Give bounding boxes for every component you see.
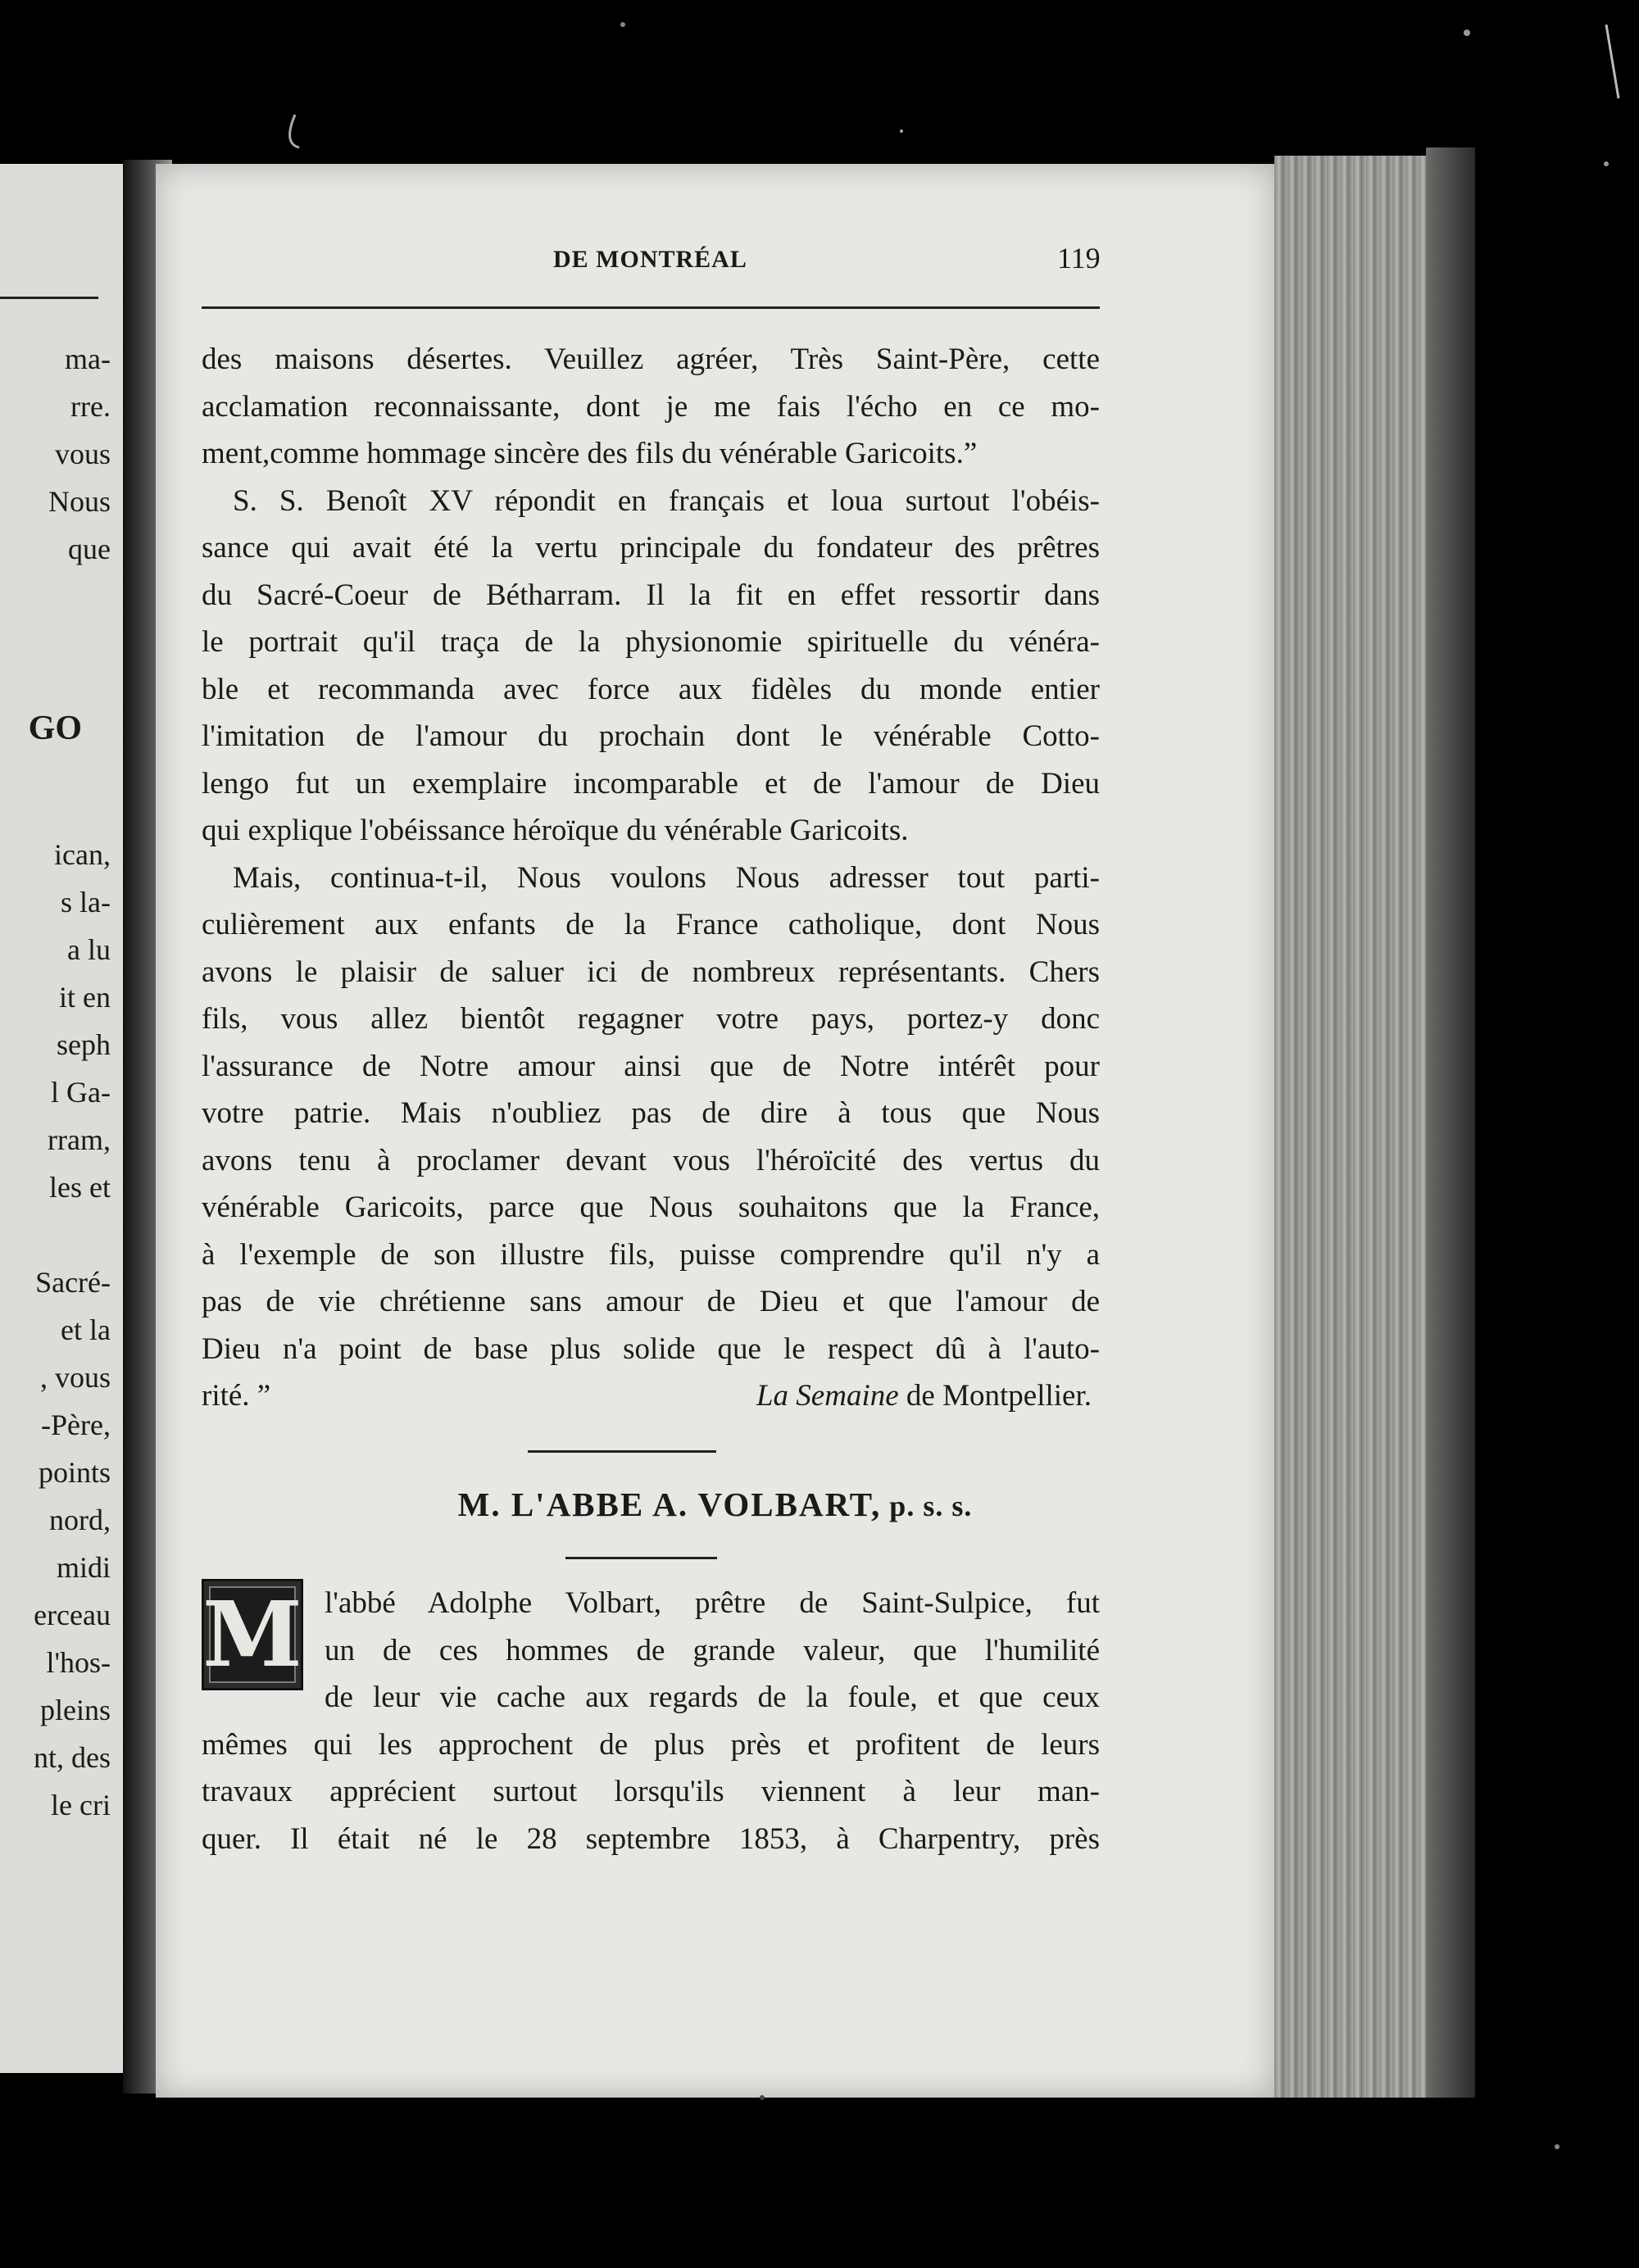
- left-page-line: , vous: [39, 1361, 111, 1394]
- left-page-line: nt, des: [34, 1741, 111, 1774]
- running-head: [156, 242, 1274, 287]
- left-page-line: seph: [57, 1028, 111, 1061]
- left-page-rule: [0, 297, 98, 299]
- text-line: lengo fut un exemplaire incomparable et de l'amour de Dieu: [202, 766, 1100, 801]
- left-page-line: l Ga-: [51, 1076, 111, 1109]
- left-page-line: que: [68, 533, 111, 565]
- text-line: votre patrie. Mais n'oubliez pas de dire à tous que Nous: [202, 1096, 1100, 1130]
- source-place: de Montpellier.: [898, 1379, 1092, 1413]
- left-page-line: rram,: [48, 1123, 111, 1156]
- text-line: le portrait qu'il traça de la physionomie spirituelle du vénéra-: [202, 625, 1100, 659]
- text-line: fils, vous allez bientôt regagner votre pays, portez-y donc: [202, 1002, 1100, 1036]
- left-page-line: ma-: [65, 342, 111, 375]
- left-page-line: ican,: [54, 838, 111, 871]
- text-line: vénérable Garicoits, parce que Nous souhaitons que la France,: [202, 1191, 1100, 1224]
- header-rule: [202, 306, 1100, 309]
- text-line: ment,comme hommage sincère des fils du vénérable Garicoits.”: [202, 437, 978, 470]
- left-page-line: Nous: [48, 485, 111, 518]
- left-page-line: s la-: [61, 886, 111, 919]
- signature-line: [202, 1372, 1100, 1420]
- text-line: l'imitation de l'amour du prochain dont le vénérable Cotto-: [202, 719, 1100, 753]
- left-page-line: erceau: [34, 1599, 111, 1631]
- left-page-line: l'hos-: [46, 1646, 111, 1679]
- left-page-line: points: [38, 1456, 111, 1489]
- text-line: S. S. Benoît XV répondit en français et loua surtout l'obéis-: [233, 483, 1100, 518]
- text-line: pas de vie chrétienne sans amour de Dieu et que l'amour de: [202, 1285, 1100, 1318]
- left-page-line: et la: [61, 1313, 111, 1346]
- text-line: avons le plaisir de saluer ici de nombreux représentants. Chers: [202, 955, 1100, 989]
- left-page-heading: GO: [28, 710, 82, 747]
- text-line: quer. Il était né le 28 septembre 1853, à Charpentry, près: [202, 1821, 1100, 1856]
- text-line: qui explique l'obéissance héroïque du vénérable Garicoits.: [202, 814, 909, 847]
- section-title-main: M. L'ABBE A. VOLBART,: [457, 1486, 882, 1523]
- text-line: des maisons désertes. Veuillez agréer, Très Saint-Père, cette: [202, 342, 1100, 376]
- paragraph: [202, 478, 1100, 855]
- left-page-line: vous: [54, 438, 111, 470]
- section-title: [156, 1485, 1274, 1524]
- left-page-line: rre.: [70, 390, 111, 423]
- paragraph: [202, 855, 1100, 1420]
- text-line: à l'exemple de son illustre fils, puisse comprendre qu'il n'y a: [202, 1237, 1100, 1272]
- left-page-line: nord,: [49, 1504, 111, 1536]
- left-page-line: -Père,: [41, 1408, 111, 1441]
- left-page-line: midi: [56, 1551, 111, 1584]
- source-publication: La Semaine: [756, 1379, 899, 1413]
- left-page-line: a lu: [67, 933, 111, 966]
- section-rule-bottom: [565, 1557, 717, 1559]
- left-facing-page: [0, 164, 127, 2073]
- left-page-line: it en: [59, 981, 111, 1014]
- page-edges-shadow: [1426, 147, 1475, 2098]
- text-line: mêmes qui les approchent de plus près et profitent de leurs: [202, 1727, 1100, 1762]
- left-page-line: Sacré-: [35, 1266, 111, 1299]
- book-page: [156, 164, 1274, 2098]
- text-line: du Sacré-Coeur de Bétharram. Il la fit en effet ressortir dans: [202, 578, 1100, 612]
- text-line: ble et recommanda avec force aux fidèles du monde entier: [202, 672, 1100, 706]
- text-line: de leur vie cache aux regards de la foule, et que ceux: [325, 1681, 1100, 1714]
- left-page-line: pleins: [40, 1694, 111, 1726]
- left-page-line: les et: [49, 1171, 111, 1204]
- drop-cap-letter: M: [202, 1581, 302, 1687]
- text-line: acclamation reconnaissante, dont je me fais l'écho en ce mo-: [202, 389, 1100, 424]
- section-title-suffix: p. s. s.: [881, 1490, 973, 1522]
- page-number: 119: [1057, 242, 1101, 274]
- text-line: l'abbé Adolphe Volbart, prêtre de Saint-Sulpice, fut: [325, 1586, 1100, 1620]
- text-line: Mais, continua-t-il, Nous voulons Nous adresser tout parti-: [233, 860, 1100, 895]
- text-line: un de ces hommes de grande valeur, que l'humilité: [325, 1633, 1100, 1667]
- page-body: [202, 336, 1100, 1420]
- left-page-line: le cri: [51, 1789, 111, 1821]
- text-line: l'assurance de Notre amour ainsi que de Notre intérêt pour: [202, 1049, 1100, 1083]
- text-line: Dieu n'a point de base plus solide que le respect dû à l'auto-: [202, 1331, 1100, 1366]
- text-line: avons tenu à proclamer devant vous l'héroïcité des vertus du: [202, 1143, 1100, 1177]
- paragraph: [202, 336, 1100, 478]
- text-line: culièrement aux enfants de la France catholique, dont Nous: [202, 908, 1100, 941]
- running-title: DE MONTRÉAL: [553, 246, 747, 273]
- text-line: sance qui avait été la vertu principale du fondateur des prêtres: [202, 531, 1100, 565]
- text-line: travaux apprécient surtout lorsqu'ils viennent à leur man-: [202, 1775, 1100, 1808]
- section-body: [202, 1580, 1100, 1862]
- section-rule-top: [528, 1450, 716, 1453]
- source-attribution: [756, 1372, 1100, 1420]
- quote-end: rité. ”: [202, 1379, 271, 1413]
